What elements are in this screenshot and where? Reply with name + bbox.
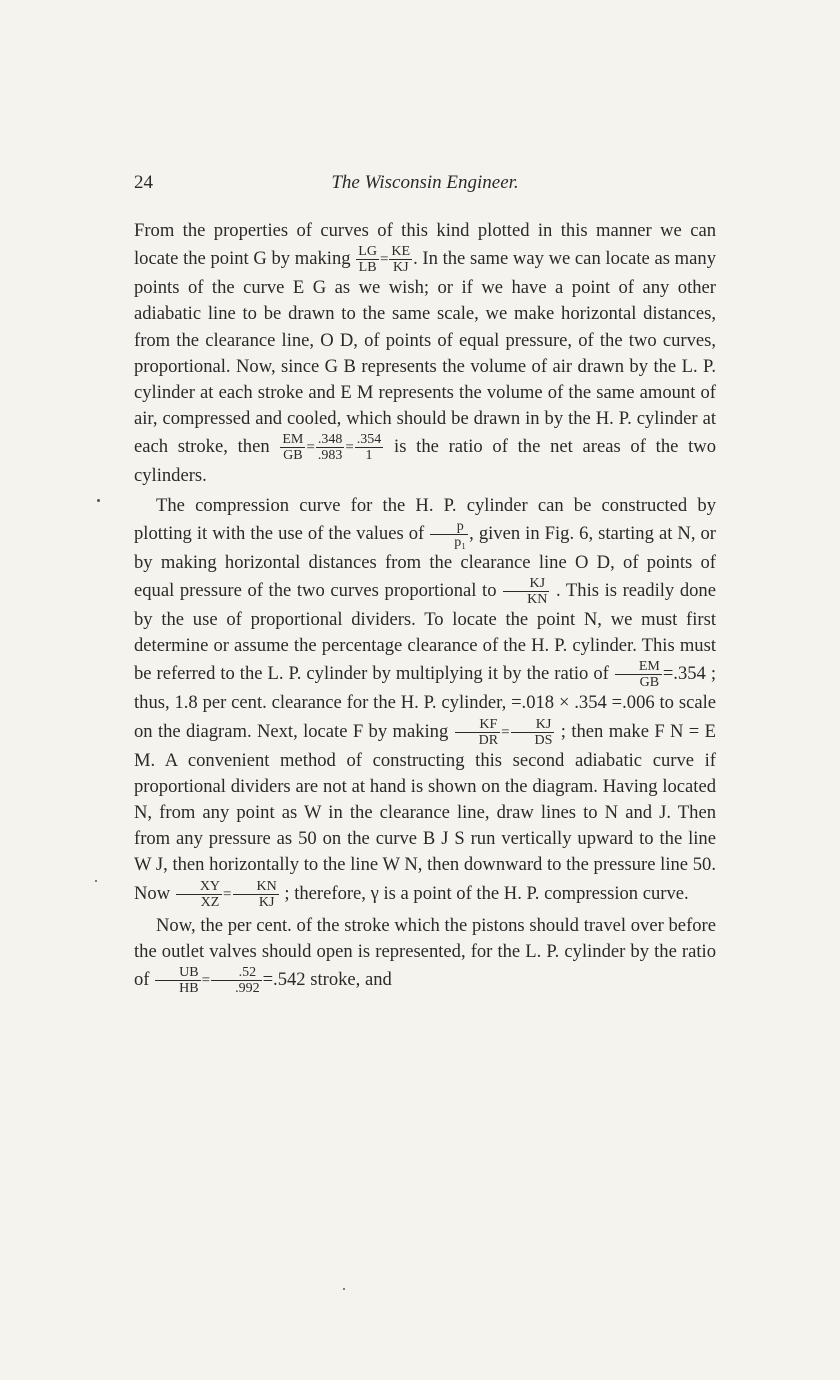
equals-sign: = (379, 251, 389, 268)
numerator: KN (233, 879, 279, 895)
paragraph-2 (134, 493, 716, 910)
denominator: 1 (365, 448, 373, 464)
text-run: The compression curve for the H. P. cylinder can be constructed by plotting it with the use of the values of (134, 494, 716, 544)
fraction-p-p1 (430, 519, 468, 550)
denominator: GB (283, 448, 303, 464)
numerator: LG (358, 244, 377, 260)
denominator: KJ (258, 894, 275, 910)
fraction-ke-kj (389, 244, 412, 275)
text-run: is the ratio of the net areas of the two cylinders. (134, 436, 716, 487)
equals-sign: = (345, 439, 354, 456)
denominator: GB (639, 675, 660, 691)
scan-speck (343, 1288, 345, 1290)
numerator: EM (282, 432, 304, 448)
denominator: DR (478, 732, 499, 748)
denominator: .983 (317, 448, 343, 464)
denominator: HB (179, 981, 199, 997)
numerator: .52 (211, 965, 262, 981)
fraction-kj-ds (511, 717, 555, 748)
paragraph-3 (134, 913, 716, 996)
fraction-354-1 (355, 432, 384, 463)
paragraph-1 (134, 218, 716, 490)
numerator: KE (391, 244, 411, 260)
numerator: KJ (503, 576, 549, 592)
equals-sign: = (501, 724, 510, 741)
text-run: Now, the per cent. of the stroke which the pistons should travel over before the outlet valves should open is represented, for the L. P. cylinder by the ratio of (134, 914, 716, 990)
fraction-lg-lb (356, 244, 379, 275)
fraction-348-983 (316, 432, 345, 463)
numerator: .348 (317, 432, 343, 448)
numerator: KF (455, 717, 500, 733)
denominator: DS (534, 732, 553, 748)
denominator: p₁ (454, 534, 467, 550)
numerator: EM (615, 659, 662, 675)
numerator: p (430, 519, 468, 535)
fraction-em-gb-2 (615, 659, 662, 690)
scan-speck (97, 499, 100, 502)
running-title: The Wisconsin Engineer. (331, 172, 519, 193)
equals-sign: = (201, 972, 211, 989)
text-run: ; therefore, γ is a point of the H. P. compression curve. (279, 882, 689, 904)
denominator: .992 (235, 981, 260, 997)
page-number: 24 (134, 172, 153, 193)
fraction-52-992 (211, 965, 262, 996)
numerator: XY (176, 879, 222, 895)
text-run: =.542 stroke, and (262, 968, 392, 990)
denominator: LB (358, 260, 377, 276)
denominator: KN (527, 592, 548, 608)
text-run: . In the same way we can locate as many points of the curve E G as we wish; or if we have a point of any other adiabatic line to be drawn to the same scale, we make horizontal distances, from the clearance line, O D, of points of equal pressure, of the two curves, proportional. Now, since G B represents the volume of air drawn by the L. P. cylinder at each stroke and E M represents the volume of the same amount of air, compressed and cooled, which should be drawn in by the H. P. cylinder at each stroke, then (134, 247, 716, 458)
fraction-kj-kn (503, 576, 549, 607)
fraction-kn-kj (233, 879, 279, 910)
numerator: UB (155, 965, 200, 981)
fraction-kf-dr (455, 717, 500, 748)
page-header (134, 172, 716, 196)
numerator: .354 (356, 432, 382, 448)
text-run: From the properties of curves of this kind plotted in this manner we can locate the point G by making (134, 220, 716, 269)
text-run: ; then make F N = E M. A convenient method of constructing this second adiabatic curve if proportional dividers are not at hand is shown on the diagram. Having located N, from any point as W in the clearance line, draw lines to N and J. Then from any pressure as 50 on the curve B J S run vertically upward to the line W J, then horizontally to the line W N, then downward to the pressure line 50. Now (134, 720, 716, 904)
text-run: . This is readily done by the use of proportional dividers. To locate the point N, we must first determine or assume the percentage clearance of the H. P. cylinder. This must be referred to the L. P. cylinder by multiplying it by the ratio of (134, 579, 716, 685)
text-run: , given in Fig. 6, starting at N, or by making horizontal distances from the clearance line O D, of points of equal pressure of the two curves proportional to (134, 522, 716, 601)
fraction-xy-xz (176, 879, 222, 910)
equals-sign: = (223, 886, 232, 903)
fraction-em-gb (280, 432, 305, 463)
denominator: XZ (200, 894, 220, 910)
body-text (134, 218, 716, 996)
denominator: KJ (392, 260, 409, 276)
numerator: KJ (511, 717, 555, 733)
equals-sign: = (306, 439, 315, 456)
fraction-ub-hb (155, 965, 200, 996)
scan-speck (95, 880, 97, 882)
text-run: =.354 ; thus, 1.8 per cent. clearance for the H. P. cylinder, =.018 × .354 =.006 to scale on the diagram. Next, locate F by making (134, 663, 716, 742)
